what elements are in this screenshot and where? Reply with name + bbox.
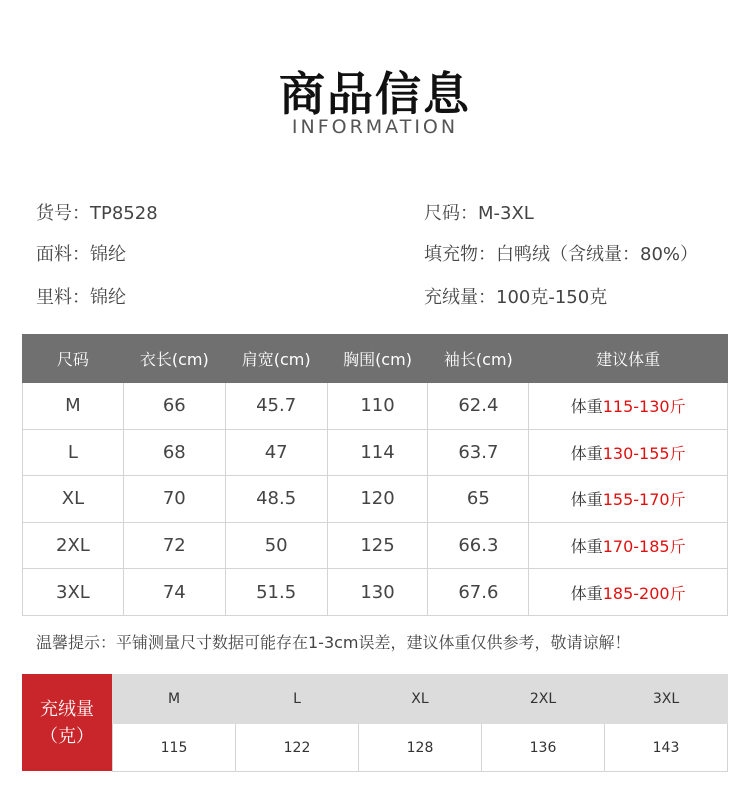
cell-chest: 120 xyxy=(327,476,428,523)
cell-weight xyxy=(529,429,728,476)
cell-size: 3XL xyxy=(23,569,124,616)
header-weight: 建议体重 xyxy=(529,335,728,383)
cell-shoulder: 48.5 xyxy=(225,476,327,523)
cell-shoulder: 51.5 xyxy=(225,569,327,616)
fill-label-line2: （克） xyxy=(40,725,94,747)
header-chest: 胸围(cm) xyxy=(327,335,428,383)
weight-range: 155-170斤 xyxy=(602,490,686,510)
weight-prefix: 体重 xyxy=(570,443,603,463)
weight-range: 170-185斤 xyxy=(602,537,686,557)
cell-chest: 114 xyxy=(327,429,428,476)
fill-table-row xyxy=(113,724,728,772)
fill-value: 143 xyxy=(605,724,728,772)
cell-sleeve: 67.6 xyxy=(428,569,529,616)
cell-size: L xyxy=(23,429,124,476)
cell-length: 70 xyxy=(123,476,225,523)
header-length: 衣长(cm) xyxy=(123,335,225,383)
page-subtitle: INFORMATION xyxy=(291,116,459,138)
cell-chest: 125 xyxy=(327,522,428,569)
weight-range: 185-200斤 xyxy=(602,583,686,603)
info-size-range: 尺码：M-3XL xyxy=(424,203,534,224)
size-table-header xyxy=(23,335,728,383)
cell-size: XL xyxy=(23,476,124,523)
cell-shoulder: 47 xyxy=(225,429,327,476)
info-fill-amount: 充绒量：100克-150克 xyxy=(424,287,608,308)
cell-size: M xyxy=(23,383,124,430)
info-item-no: 货号：TP8528 xyxy=(36,203,158,224)
fill-table-header xyxy=(113,675,728,724)
info-fabric: 面料：锦纶 xyxy=(36,244,126,265)
page-title: 商品信息 xyxy=(279,67,471,121)
table-row xyxy=(23,383,728,430)
table-row xyxy=(23,569,728,616)
cell-sleeve: 65 xyxy=(428,476,529,523)
fill-value: 115 xyxy=(113,724,236,772)
fill-value: 128 xyxy=(359,724,482,772)
cell-sleeve: 66.3 xyxy=(428,522,529,569)
cell-weight xyxy=(529,569,728,616)
header-size: 尺码 xyxy=(23,335,124,383)
header-sleeve: 袖长(cm) xyxy=(428,335,529,383)
cell-sleeve: 62.4 xyxy=(428,383,529,430)
fill-amount-table xyxy=(112,674,728,772)
weight-range: 130-155斤 xyxy=(602,443,686,463)
fill-size: L xyxy=(236,675,359,724)
cell-size: 2XL xyxy=(23,522,124,569)
fill-amount-label xyxy=(22,674,112,771)
cell-chest: 130 xyxy=(327,569,428,616)
cell-shoulder: 45.7 xyxy=(225,383,327,430)
info-filling: 填充物：白鸭绒（含绒量：80%） xyxy=(424,244,699,265)
cell-weight xyxy=(529,476,728,523)
fill-value: 136 xyxy=(482,724,605,772)
weight-range: 115-130斤 xyxy=(602,397,686,417)
cell-weight xyxy=(529,522,728,569)
cell-sleeve: 63.7 xyxy=(428,429,529,476)
cell-weight xyxy=(529,383,728,430)
weight-prefix: 体重 xyxy=(570,537,603,557)
fill-size: XL xyxy=(359,675,482,724)
table-row xyxy=(23,476,728,523)
table-row xyxy=(23,429,728,476)
weight-prefix: 体重 xyxy=(570,397,603,417)
info-lining: 里料：锦纶 xyxy=(36,287,126,308)
fill-size: M xyxy=(113,675,236,724)
cell-length: 74 xyxy=(123,569,225,616)
weight-prefix: 体重 xyxy=(570,583,603,603)
fill-size: 2XL xyxy=(482,675,605,724)
fill-value: 122 xyxy=(236,724,359,772)
size-table xyxy=(22,334,728,616)
cell-length: 66 xyxy=(123,383,225,430)
measurement-tip: 温馨提示：平铺测量尺寸数据可能存在1-3cm误差，建议体重仅供参考，敬请谅解！ xyxy=(36,633,631,652)
fill-label-line1: 充绒量 xyxy=(40,698,94,720)
fill-size: 3XL xyxy=(605,675,728,724)
header-shoulder: 肩宽(cm) xyxy=(225,335,327,383)
weight-prefix: 体重 xyxy=(570,490,603,510)
cell-shoulder: 50 xyxy=(225,522,327,569)
cell-chest: 110 xyxy=(327,383,428,430)
cell-length: 72 xyxy=(123,522,225,569)
cell-length: 68 xyxy=(123,429,225,476)
table-row xyxy=(23,522,728,569)
